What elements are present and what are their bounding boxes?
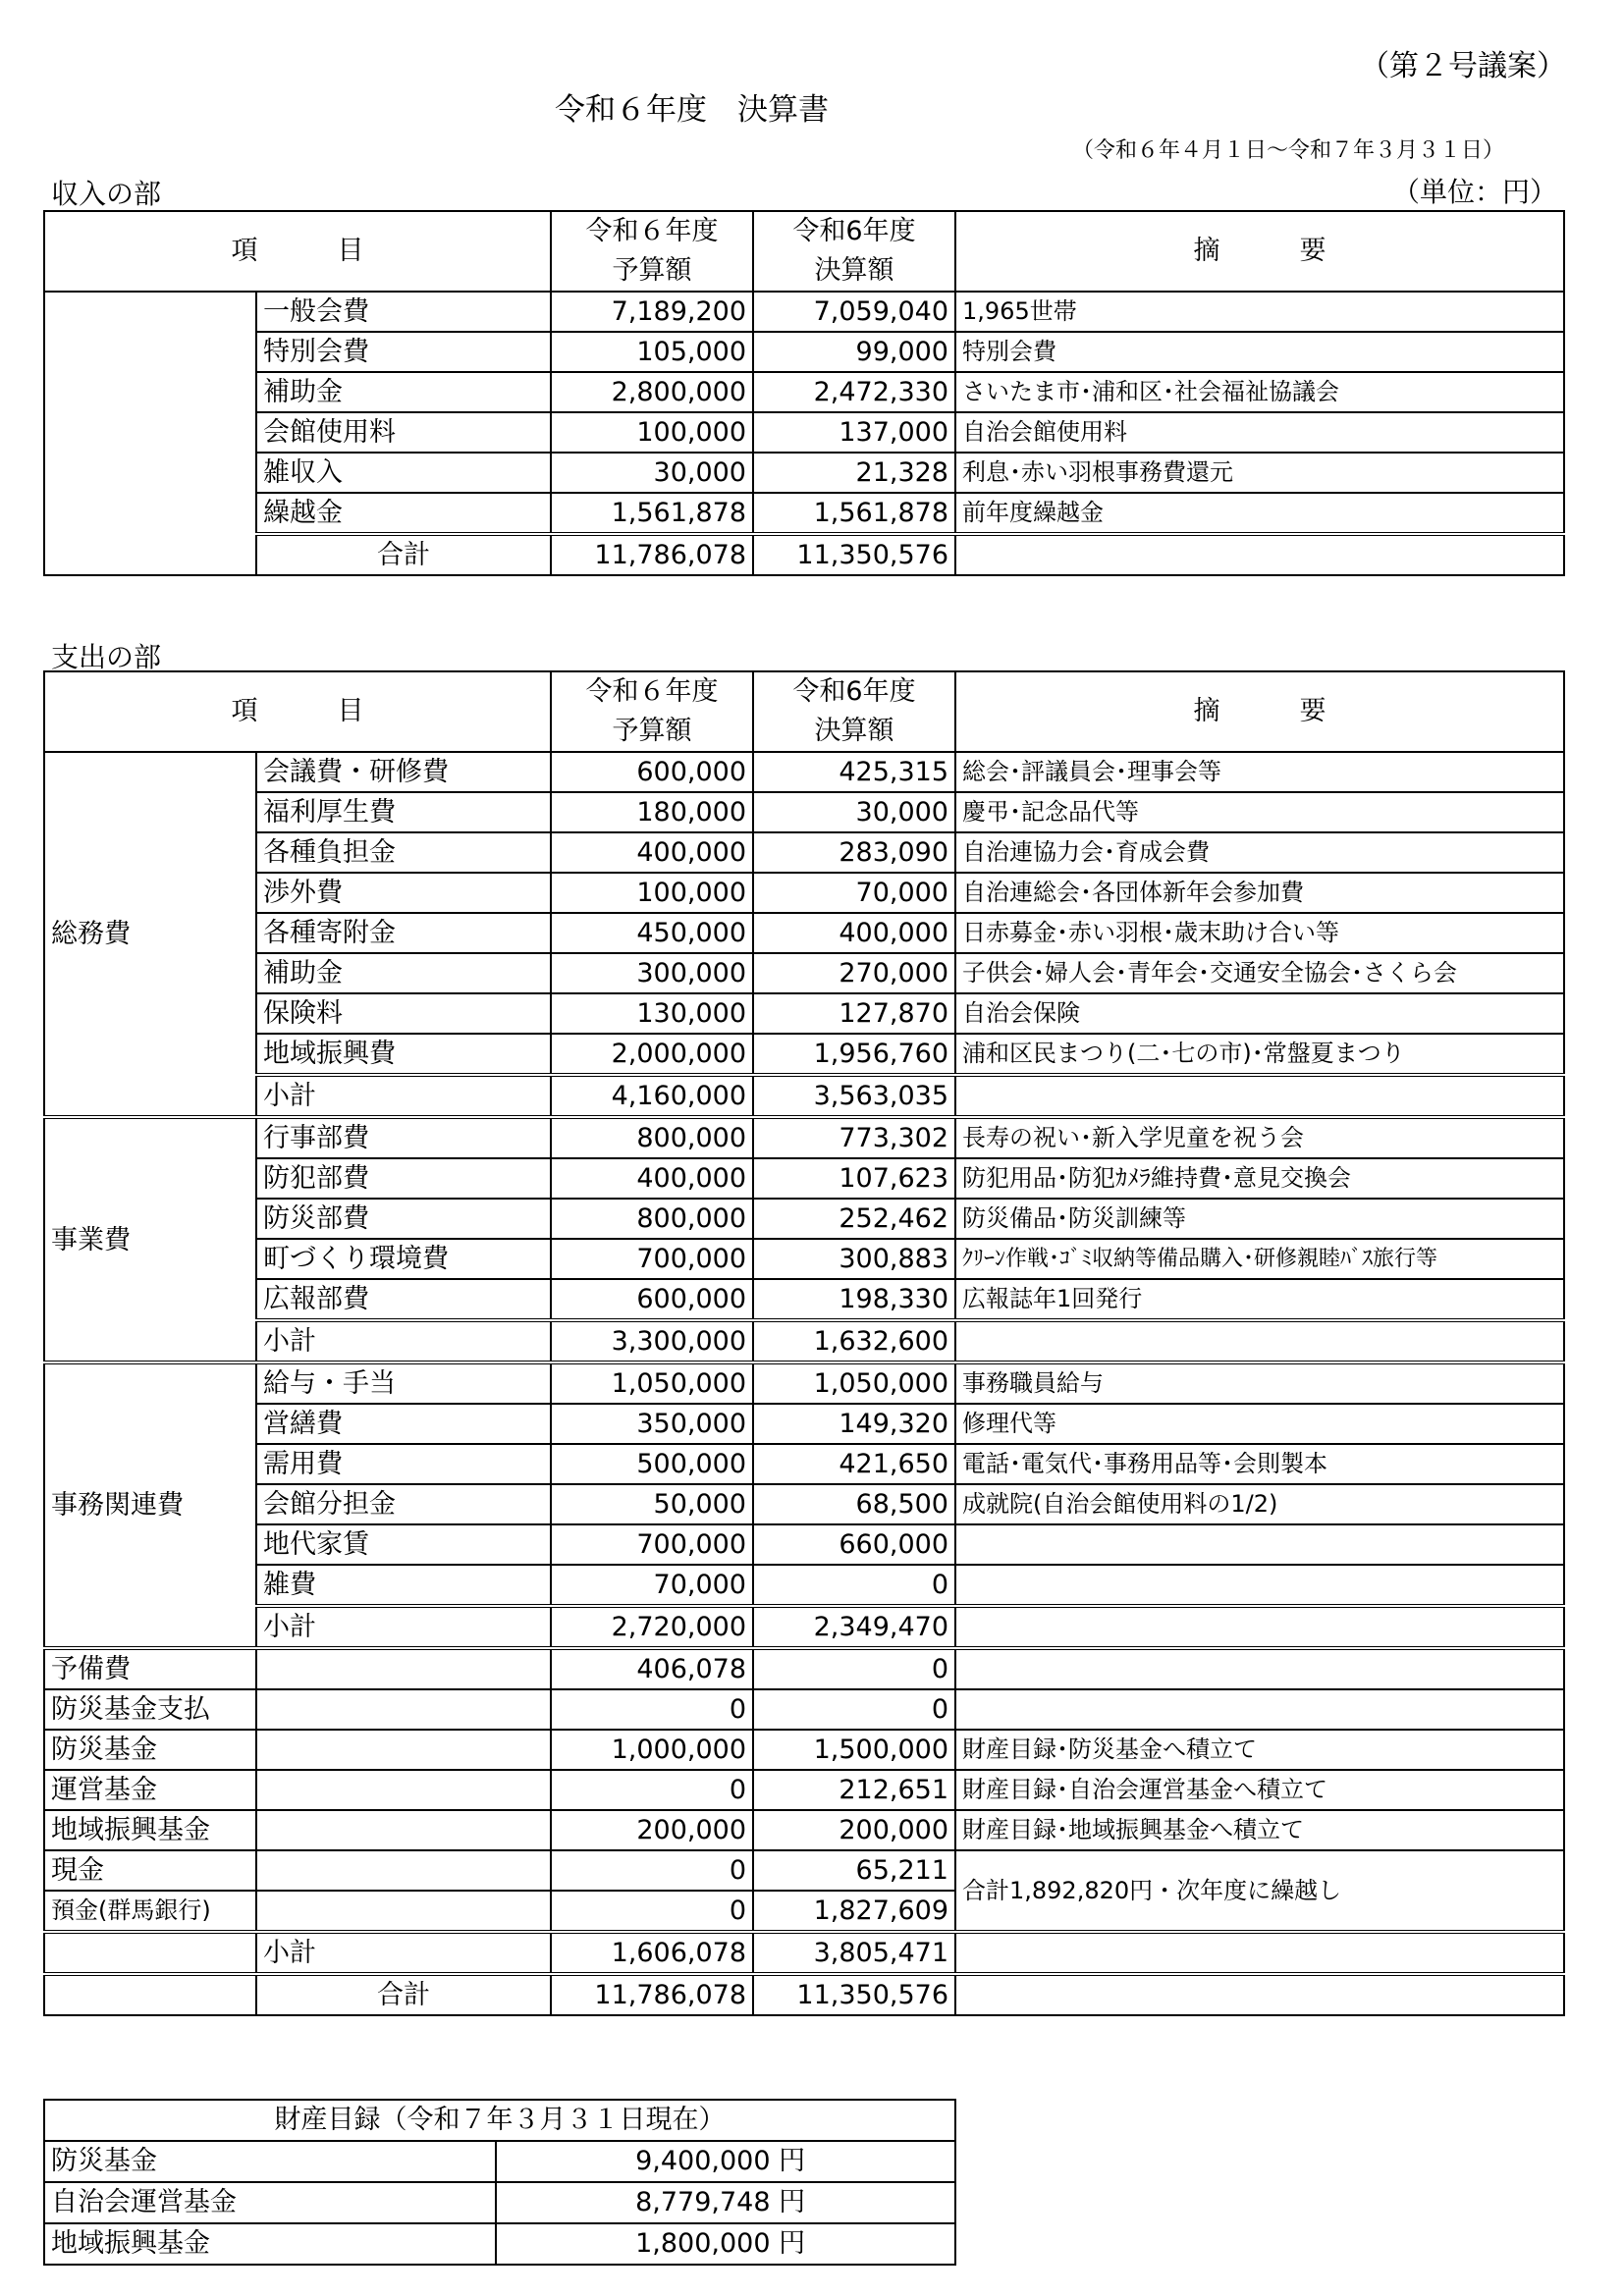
subtotal-note: [955, 1606, 1564, 1648]
row-note: 1,965世帯: [955, 292, 1564, 332]
subtotal-row: [44, 1932, 1564, 1974]
row-note: 広報誌年1回発行: [955, 1279, 1564, 1320]
row-note: [955, 1648, 1564, 1689]
row-budget: 0: [551, 1770, 753, 1810]
table-row: [44, 1404, 1564, 1444]
expense-table: [43, 670, 1565, 2016]
expense-section-heading: 支出の部: [51, 641, 162, 673]
row-budget: 2,800,000: [551, 372, 753, 412]
row-note: 自治連総会･各団体新年会参加費: [955, 873, 1564, 913]
row-item: [256, 1810, 551, 1850]
header-summary: 摘 要: [955, 671, 1564, 752]
subtotal-row: [44, 1606, 1564, 1648]
row-item: 給与・手当: [256, 1362, 551, 1404]
row-actual: 1,561,878: [753, 493, 955, 534]
row-budget: 100,000: [551, 873, 753, 913]
row-actual: 7,059,040: [753, 292, 955, 332]
row-item: 繰越金: [256, 493, 551, 534]
total-label: 合計: [256, 1974, 551, 2015]
table-row: [44, 292, 1564, 332]
subtotal-actual: 1,632,600: [753, 1320, 955, 1362]
table-row: [44, 2141, 955, 2182]
subtotal-budget: 2,720,000: [551, 1606, 753, 1648]
row-actual: 198,330: [753, 1279, 955, 1320]
subtotal-budget: 4,160,000: [551, 1075, 753, 1117]
row-item: 営繕費: [256, 1404, 551, 1444]
row-item: 各種負担金: [256, 832, 551, 873]
row-item: 防災部費: [256, 1199, 551, 1239]
row-actual: 68,500: [753, 1484, 955, 1524]
row-item: 会館分担金: [256, 1484, 551, 1524]
row-note: [955, 1524, 1564, 1565]
row-actual: 1,500,000: [753, 1730, 955, 1770]
table-row: [44, 2182, 955, 2223]
row-budget: 180,000: [551, 792, 753, 832]
row-actual: 0: [753, 1689, 955, 1730]
table-row: [44, 1199, 1564, 1239]
page-title: 令和６年度 決算書: [555, 92, 829, 128]
row-actual: 127,870: [753, 993, 955, 1034]
table-row: [44, 792, 1564, 832]
asset-name: 自治会運営基金: [44, 2182, 496, 2223]
subtotal-label: 小計: [256, 1606, 551, 1648]
row-item: 一般会費: [256, 292, 551, 332]
asset-name: 防災基金: [44, 2141, 496, 2182]
table-row: [44, 1239, 1564, 1279]
row-actual: 137,000: [753, 412, 955, 453]
row-budget: 500,000: [551, 1444, 753, 1484]
row-budget: 1,050,000: [551, 1362, 753, 1404]
row-item: 地域振興費: [256, 1034, 551, 1075]
row-note: 防犯用品･防犯ｶﾒﾗ維持費･意見交換会: [955, 1158, 1564, 1199]
row-item: [256, 1770, 551, 1810]
table-row: [44, 953, 1564, 993]
header-actual: 令和6年度 決算額: [753, 671, 955, 752]
row-item: 行事部費: [256, 1117, 551, 1158]
header-budget: 令和６年度 予算額: [551, 211, 753, 292]
row-actual: 65,211: [753, 1850, 955, 1891]
income-total-row: [44, 534, 1564, 575]
subtotal-row: [44, 1075, 1564, 1117]
row-note: 成就院(自治会館使用料の1/2): [955, 1484, 1564, 1524]
table-row: [44, 913, 1564, 953]
row-note: 財産目録･防災基金へ積立て: [955, 1730, 1564, 1770]
table-row: [44, 1362, 1564, 1404]
row-item: [256, 1730, 551, 1770]
asset-inventory-table: [43, 2099, 956, 2266]
row-item: 町づくり環境費: [256, 1239, 551, 1279]
row-item: [256, 1891, 551, 1932]
row-note: 浦和区民まつり(二･七の市)･常盤夏まつり: [955, 1034, 1564, 1075]
total-note: [955, 534, 1564, 575]
total-note: [955, 1974, 1564, 2015]
row-actual: 660,000: [753, 1524, 955, 1565]
header-actual: 令和6年度 決算額: [753, 211, 955, 292]
expense-category-business: 事業費: [44, 1117, 256, 1362]
table-row: [44, 332, 1564, 372]
row-budget: 100,000: [551, 412, 753, 453]
subtotal-label: 小計: [256, 1320, 551, 1362]
subtotal-note: [955, 1932, 1564, 1974]
row-item: 会議費・研修費: [256, 752, 551, 792]
row-note: 利息･赤い羽根事務費還元: [955, 453, 1564, 493]
total-actual: 11,350,576: [753, 534, 955, 575]
header-budget: 令和６年度 予算額: [551, 671, 753, 752]
row-budget: 0: [551, 1891, 753, 1932]
table-row: [44, 873, 1564, 913]
row-category: 預金(群馬銀行): [44, 1891, 256, 1932]
document-number: （第２号議案）: [1360, 49, 1566, 83]
subtotal-actual: 2,349,470: [753, 1606, 955, 1648]
row-note: 日赤募金･赤い羽根･歳末助け合い等: [955, 913, 1564, 953]
row-note: 前年度繰越金: [955, 493, 1564, 534]
asset-title: 財産目録（令和７年３月３１日現在）: [44, 2100, 955, 2141]
row-actual: 425,315: [753, 752, 955, 792]
total-actual: 11,350,576: [753, 1974, 955, 2015]
row-budget: 350,000: [551, 1404, 753, 1444]
total-budget: 11,786,078: [551, 534, 753, 575]
subtotal-note: [955, 1320, 1564, 1362]
row-budget: 300,000: [551, 953, 753, 993]
subtotal-budget: 3,300,000: [551, 1320, 753, 1362]
row-note: 自治会保険: [955, 993, 1564, 1034]
subtotal-label: 小計: [256, 1075, 551, 1117]
row-actual: 30,000: [753, 792, 955, 832]
subtotal-note: [955, 1075, 1564, 1117]
row-budget: 0: [551, 1689, 753, 1730]
row-item: 需用費: [256, 1444, 551, 1484]
row-actual: 107,623: [753, 1158, 955, 1199]
asset-amount: 1,800,000 円: [496, 2223, 955, 2265]
row-actual: 252,462: [753, 1199, 955, 1239]
total-budget: 11,786,078: [551, 1974, 753, 2015]
row-actual: 21,328: [753, 453, 955, 493]
row-item: 広報部費: [256, 1279, 551, 1320]
row-actual: 70,000: [753, 873, 955, 913]
total-category: [44, 1974, 256, 2015]
row-item: 各種寄附金: [256, 913, 551, 953]
row-budget: 406,078: [551, 1648, 753, 1689]
row-budget: 800,000: [551, 1117, 753, 1158]
row-note: 長寿の祝い･新入学児童を祝う会: [955, 1117, 1564, 1158]
row-item: 地代家賃: [256, 1524, 551, 1565]
row-note: さいたま市･浦和区･社会福祉協議会: [955, 372, 1564, 412]
row-note: 財産目録･自治会運営基金へ積立て: [955, 1770, 1564, 1810]
row-budget: 450,000: [551, 913, 753, 953]
asset-amount: 8,779,748 円: [496, 2182, 955, 2223]
row-actual: 283,090: [753, 832, 955, 873]
row-budget: 130,000: [551, 993, 753, 1034]
table-row: [44, 832, 1564, 873]
subtotal-actual: 3,563,035: [753, 1075, 955, 1117]
row-note: ｸﾘｰﾝ作戦･ｺﾞﾐ収納等備品購入･研修親睦ﾊﾞｽ旅行等: [955, 1239, 1564, 1279]
row-item: 特別会費: [256, 332, 551, 372]
table-row: [44, 493, 1564, 534]
row-actual: 1,956,760: [753, 1034, 955, 1075]
row-actual: 421,650: [753, 1444, 955, 1484]
row-category: 予備費: [44, 1648, 256, 1689]
row-actual: 2,472,330: [753, 372, 955, 412]
row-note: 子供会･婦人会･青年会･交通安全協会･さくら会: [955, 953, 1564, 993]
subtotal-row: [44, 1320, 1564, 1362]
row-note: 電話･電気代･事務用品等･会則製本: [955, 1444, 1564, 1484]
row-note: 慶弔･記念品代等: [955, 792, 1564, 832]
row-item: 雑収入: [256, 453, 551, 493]
row-budget: 105,000: [551, 332, 753, 372]
table-row: [44, 1484, 1564, 1524]
row-actual: 773,302: [753, 1117, 955, 1158]
table-header-row: [44, 671, 1564, 752]
row-budget: 400,000: [551, 832, 753, 873]
asset-title-row: [44, 2100, 955, 2141]
asset-name: 地域振興基金: [44, 2223, 496, 2265]
row-budget: 600,000: [551, 1279, 753, 1320]
row-actual: 0: [753, 1648, 955, 1689]
row-item: 補助金: [256, 372, 551, 412]
row-item: 雑費: [256, 1565, 551, 1606]
table-row: [44, 453, 1564, 493]
table-row: [44, 1810, 1564, 1850]
table-row: [44, 1730, 1564, 1770]
row-budget: 600,000: [551, 752, 753, 792]
subtotal-category: [44, 1932, 256, 1974]
row-note: 財産目録･地域振興基金へ積立て: [955, 1810, 1564, 1850]
expense-total-row: [44, 1974, 1564, 2015]
row-budget: 1,561,878: [551, 493, 753, 534]
row-note: 防災備品･防災訓練等: [955, 1199, 1564, 1239]
table-row: [44, 1034, 1564, 1075]
row-budget: 400,000: [551, 1158, 753, 1199]
row-item: 補助金: [256, 953, 551, 993]
carryover-note: 合計1,892,820円・次年度に繰越し: [955, 1850, 1564, 1932]
row-note: [955, 1689, 1564, 1730]
row-budget: 30,000: [551, 453, 753, 493]
table-row: [44, 1565, 1564, 1606]
row-note: 自治連協力会･育成会費: [955, 832, 1564, 873]
table-row: [44, 993, 1564, 1034]
row-budget: 700,000: [551, 1524, 753, 1565]
row-note: 総会･評議員会･理事会等: [955, 752, 1564, 792]
header-item: 項 目: [44, 211, 551, 292]
table-header-row: [44, 211, 1564, 292]
header-summary: 摘 要: [955, 211, 1564, 292]
row-note: [955, 1565, 1564, 1606]
row-actual: 200,000: [753, 1810, 955, 1850]
subtotal-budget: 1,606,078: [551, 1932, 753, 1974]
row-category: 防災基金支払: [44, 1689, 256, 1730]
row-budget: 50,000: [551, 1484, 753, 1524]
row-item: [256, 1648, 551, 1689]
row-note: 修理代等: [955, 1404, 1564, 1444]
row-actual: 149,320: [753, 1404, 955, 1444]
row-actual: 212,651: [753, 1770, 955, 1810]
row-item: 保険料: [256, 993, 551, 1034]
row-budget: 70,000: [551, 1565, 753, 1606]
row-budget: 800,000: [551, 1199, 753, 1239]
header-item: 項 目: [44, 671, 551, 752]
table-row: [44, 372, 1564, 412]
row-item: [256, 1689, 551, 1730]
row-budget: 200,000: [551, 1810, 753, 1850]
row-actual: 300,883: [753, 1239, 955, 1279]
table-row: [44, 1158, 1564, 1199]
row-item: 防犯部費: [256, 1158, 551, 1199]
row-category: 地域振興基金: [44, 1810, 256, 1850]
total-label: 合計: [256, 534, 551, 575]
table-row: [44, 1648, 1564, 1689]
row-budget: 700,000: [551, 1239, 753, 1279]
table-row: [44, 1117, 1564, 1158]
table-row: [44, 412, 1564, 453]
income-section-heading: 収入の部: [51, 178, 162, 210]
row-budget: 7,189,200: [551, 292, 753, 332]
row-item: 福利厚生費: [256, 792, 551, 832]
table-row: [44, 1689, 1564, 1730]
table-row: [44, 1524, 1564, 1565]
table-row: [44, 752, 1564, 792]
row-actual: 99,000: [753, 332, 955, 372]
row-budget: 1,000,000: [551, 1730, 753, 1770]
subtotal-actual: 3,805,471: [753, 1932, 955, 1974]
row-actual: 0: [753, 1565, 955, 1606]
row-actual: 1,050,000: [753, 1362, 955, 1404]
income-table: [43, 210, 1565, 576]
row-category: 現金: [44, 1850, 256, 1891]
row-note: 事務職員給与: [955, 1362, 1564, 1404]
table-row: [44, 1279, 1564, 1320]
asset-amount: 9,400,000 円: [496, 2141, 955, 2182]
row-category: 防災基金: [44, 1730, 256, 1770]
row-category: 運営基金: [44, 1770, 256, 1810]
fiscal-period: （令和６年４月１日～令和７年３月３１日）: [1072, 138, 1505, 163]
subtotal-label: 小計: [256, 1932, 551, 1974]
row-note: 自治会館使用料: [955, 412, 1564, 453]
unit-label: （単位：円）: [1392, 176, 1558, 208]
expense-category-office: 事務関連費: [44, 1362, 256, 1648]
row-actual: 270,000: [753, 953, 955, 993]
row-note: 特別会費: [955, 332, 1564, 372]
income-category-cell: [44, 292, 256, 575]
row-budget: 2,000,000: [551, 1034, 753, 1075]
expense-category-general: 総務費: [44, 752, 256, 1117]
table-row: [44, 1850, 1564, 1891]
row-item: 会館使用料: [256, 412, 551, 453]
table-row: [44, 1770, 1564, 1810]
table-row: [44, 1444, 1564, 1484]
row-actual: 1,827,609: [753, 1891, 955, 1932]
table-row: [44, 2223, 955, 2265]
row-budget: 0: [551, 1850, 753, 1891]
row-actual: 400,000: [753, 913, 955, 953]
row-item: 渉外費: [256, 873, 551, 913]
row-item: [256, 1850, 551, 1891]
